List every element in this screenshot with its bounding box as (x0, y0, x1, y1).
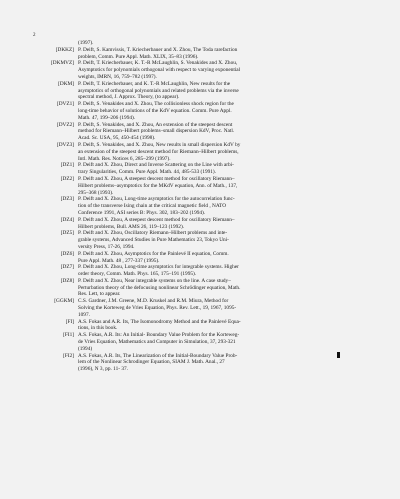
reference-key: [DKMVZ] (51, 60, 74, 67)
reference-line: tion of the transverse Ising chain at the critical magnetic field , NATO (78, 203, 227, 210)
reference-line: order theory, Comm. Math. Phys. 165, 175–191 (1995). (78, 271, 197, 278)
reference-entry (34, 319, 370, 333)
reference-entry (34, 264, 370, 278)
reference-line: P. Deift, T. Kriecherbauer, and K. T.-R McLaughlin, New results for the (78, 80, 231, 87)
reference-text (78, 40, 370, 47)
reference-line: P. Deift and X. Zhou, Long-time asymptotics for integrable systems. Higher (78, 264, 239, 271)
reference-line: tions, in this book. (78, 325, 118, 332)
reference-key: [DKM] (58, 80, 74, 87)
reference-text (78, 162, 370, 176)
reference-line: Conference 1991, ASI series B: Phys. 302, 183–202 (1994). (78, 209, 206, 216)
reference-key: [FI] (65, 318, 74, 325)
reference-entry (34, 122, 370, 142)
reference-line: Perturbation theory of the defocusing nonlinear Schrödinger equation, Math. (78, 284, 241, 291)
reference-line: versity Press, 17-26, 1994. (78, 243, 135, 250)
reference-key: [FI2] (63, 352, 74, 359)
reference-key: [DVZ3] (56, 141, 74, 148)
reference-text (78, 196, 370, 216)
reference-key: [DVZ1] (56, 101, 74, 108)
reference-line: 1097. (78, 311, 90, 318)
reference-line: 295–368 (1993). (78, 189, 114, 196)
reference-key: [DKKZ] (55, 46, 74, 53)
reference-line: Intl. Math. Res. Notices 6, 285–299 (1997). (78, 155, 171, 162)
reference-text (78, 332, 370, 352)
reference-line: A.S. Fokas and A.R. Its, The Isomonodromy Method and the Painlevé Equa- (78, 318, 241, 325)
reference-line: A.S. Fokas, A.R. Its: An Initial- Boundary Value Problem for the Korteweg- (78, 332, 240, 339)
reference-line: Solving the Korteweg de Vries Equation, Phys. Rev. Lett., 19, 1967, 1095- (78, 305, 237, 312)
reference-text (78, 264, 370, 278)
reference-line: method for Riemann–Hilbert problems–small dispersion KdV, Proc. Natl. (78, 128, 235, 135)
reference-line: P. Deift, S. Kamvissis, T. Kriecherbauer and X. Zhou, The Toda rarefaction (78, 46, 238, 53)
reference-line: P. Deift and X. Zhou, Oscillatory Riemann–Hilbert problems and inte- (78, 230, 228, 237)
reference-entry (34, 298, 370, 318)
page-number: 2 (33, 33, 36, 38)
reference-text (78, 319, 370, 333)
reference-line: P. Deift and X. Zhou, Long-time asymptotics for the autocorrelation func- (78, 196, 235, 203)
reference-key: [DZ3] (60, 196, 74, 203)
reference-entry (34, 162, 370, 176)
reference-entry (34, 278, 370, 298)
reference-text (78, 101, 370, 121)
reference-text (78, 217, 370, 231)
reference-text (78, 298, 370, 318)
reference-line: spectral method, J. Approx. Theory, (to appear). (78, 94, 180, 101)
reference-line: P. Deift and X. Zhou, A steepest descent method for oscillatory Riemann– (78, 216, 235, 223)
reference-text (78, 122, 370, 142)
text-cursor (337, 352, 340, 358)
reference-line: P. Deift, S. Venakides, and X. Zhou, New results in small dispersion KdV by (78, 141, 241, 148)
reference-line: Hilbert problems–asymptotics for the MKdV equation, Ann. of Math., 137, (78, 182, 238, 189)
reference-text (78, 60, 370, 80)
reference-line: Pure Appl. Math. 48 , 277-337 (1995). (78, 257, 160, 264)
reference-line: P. Deift, S. Venakides and X. Zhou, The collisionless shock region for the (78, 101, 234, 108)
reference-line: Hilbert problems, Bull. AMS 26, 119–123 (1992). (78, 223, 185, 230)
reference-line: problem, Comm. Pure Appl. Math. XLIX, 35–83 (1996). (78, 53, 199, 60)
reference-entry (34, 81, 370, 101)
reference-entry (34, 40, 370, 47)
reference-entry (34, 353, 370, 373)
reference-text (78, 353, 370, 373)
reference-entry (34, 332, 370, 352)
reference-line: P. Deift and X. Zhou, Near integrable systems on the line. A case study– (78, 277, 231, 284)
reference-text (78, 81, 370, 101)
reference-key: [FI1] (63, 332, 74, 339)
reference-line: (1994) (78, 345, 93, 352)
reference-line: de Vries Equation, Mathematics and Computer in Simulation, 37, 293-321 (78, 339, 236, 346)
reference-line: P. Deift and X. Zhou, Asymptotics for the Painlevé II equation, Comm. (78, 250, 229, 257)
reference-line: trary Singularities, Comm. Pure Appl. Math. 44, 485-533 (1991). (78, 169, 217, 176)
reference-key: [DZ4] (60, 216, 74, 223)
reference-line: P. Deift, T. Kriecherbauer, K. T.-R McLaughlin, S. Venakides and X. Zhou, (78, 60, 238, 67)
reference-key: [DZ7] (60, 264, 74, 271)
reference-line: grable systems, Advanced Studies in Pure Mathematics 23, Tokyo Uni- (78, 237, 229, 244)
reference-text (78, 47, 370, 61)
reference-text (78, 278, 370, 298)
reference-entry (34, 142, 370, 162)
reference-list (34, 40, 370, 373)
reference-key: [DZ6] (60, 250, 74, 257)
reference-line: P. Deift and X. Zhou, Direct and Inverse Scattering on the Line with arbi- (78, 162, 234, 169)
reference-entry (34, 60, 370, 80)
reference-line: C.S. Gardner, J.M. Greene, M.D. Kruskel and R.M. Miura, Method for (78, 298, 229, 305)
reference-entry (34, 217, 370, 231)
reference-line: Asymptotics for polynomials orthogonal with respect to varying exponential (78, 67, 241, 74)
reference-entry (34, 101, 370, 121)
reference-key: [DZ2] (60, 175, 74, 182)
reference-key (34, 40, 78, 47)
reference-key: [GGKM] (54, 298, 74, 305)
reference-line: P. Deift and X. Zhou, A steepest descent method for oscillatory Riemann– (78, 175, 235, 182)
reference-line: Math. 47, 199–206 (1994). (78, 114, 136, 121)
reference-line: (1996), N 3, pp. 11- 37. (78, 366, 128, 373)
reference-line: long-time behavior of solutions of the KdV equation. Comm. Pure Appl. (78, 107, 232, 114)
reference-line: lem of the Nonlinear Schrodinger Equation, SIAM J. Math. Anal., 27 (78, 359, 225, 366)
reference-text (78, 230, 370, 250)
reference-line: P. Deift, S. Venakides, and X. Zhou, An extension of the steepest descent (78, 121, 233, 128)
reference-text (78, 251, 370, 265)
reference-line: Acad. Sc. USA, 95, 450-454 (1998). (78, 135, 156, 142)
reference-key: [DZ8] (60, 277, 74, 284)
reference-entry (34, 47, 370, 61)
reference-line: (1997). (78, 40, 94, 46)
reference-entry (34, 176, 370, 196)
reference-key: [DZ1] (60, 162, 74, 169)
reference-text (78, 142, 370, 162)
reference-line: an extension of the steepest descent method for Riemann–Hilbert problems, (78, 148, 239, 155)
reference-text (78, 176, 370, 196)
reference-entry (34, 251, 370, 265)
reference-entry (34, 230, 370, 250)
reference-key: [DZ5] (60, 230, 74, 237)
reference-line: asymptotics of orthogonal polynomials and related problems via the inverse (78, 87, 239, 94)
reference-line: Res. Lett, to appear. (78, 291, 121, 298)
reference-key: [DVZ2] (56, 121, 74, 128)
reference-line: weights, IMRN, 16, 759–782 (1997). (78, 73, 157, 80)
reference-entry (34, 196, 370, 216)
reference-line: A.S. Fokas, A.R. Its, The Linearization of the Initial-Boundary Value Prob- (78, 352, 238, 359)
